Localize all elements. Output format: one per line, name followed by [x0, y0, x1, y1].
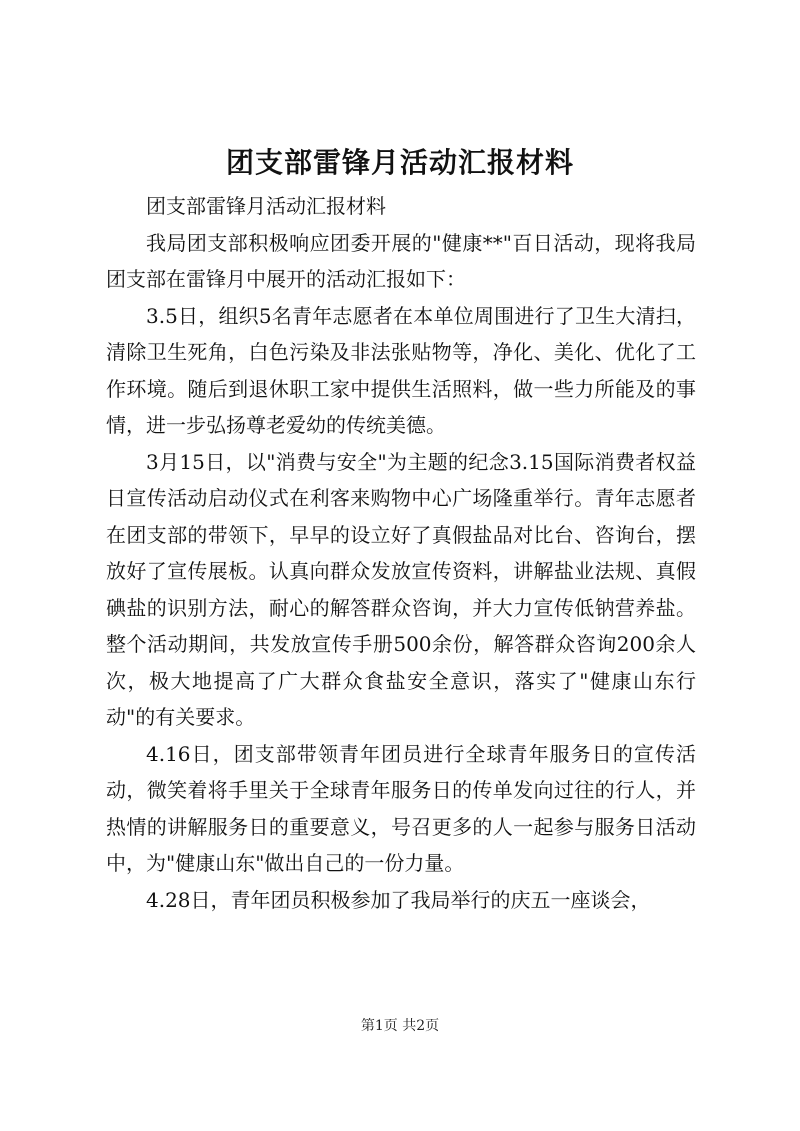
paragraph-intro: 我局团支部积极响应团委开展的"健康**"百日活动，现将我局团支部在雷锋月中展开的活动汇报如下：	[106, 230, 696, 291]
paragraph-april-28: 4.28日，青年团员积极参加了我局举行的庆五一座谈会，	[146, 887, 651, 912]
document-body	[106, 188, 696, 918]
paragraph-april-16: 4.16日，团支部带领青年团员进行全球青年服务日的宣传活动，微笑着将手里关于全球青年服务日的传单发向过往的行人，并热情的讲解服务日的重要意义，号召更多的人一起参与服务日活动中，为"健康山东"做出自己的一份力量。	[106, 741, 696, 875]
page-footer: 第1页 共2页	[360, 1018, 440, 1034]
paragraph-subtitle: 团支部雷锋月活动汇报材料	[146, 194, 386, 218]
paragraph-march-5: 3.5日，组织5名青年志愿者在本单位周围进行了卫生大清扫，清除卫生死角，白色污染及非法张贴物等，净化、美化、优化了工作环境。随后到退休职工家中提供生活照料，做一些力所能及的事情，进一步弘扬尊老爱幼的传统美德。	[106, 303, 696, 437]
paragraph-march-15: 3月15日，以"消费与安全"为主题的纪念3.15国际消费者权益日宣传活动启动仪式在利客来购物中心广场隆重举行。青年志愿者在团支部的带领下，早早的设立好了真假盐品对比台、咨询台，摆放好了宣传展板。认真向群众发放宣传资料，讲解盐业法规、真假碘盐的识别方法，耐心的解答群众咨询，并大力宣传低钠营养盐。整个活动期间，共发放宣传手册500余份，解答群众咨询200余人次，极大地提高了广大群众食盐安全意识，落实了"健康山东行动"的有关要求。	[106, 449, 696, 729]
document-title: 团支部雷锋月活动汇报材料	[225, 146, 574, 179]
